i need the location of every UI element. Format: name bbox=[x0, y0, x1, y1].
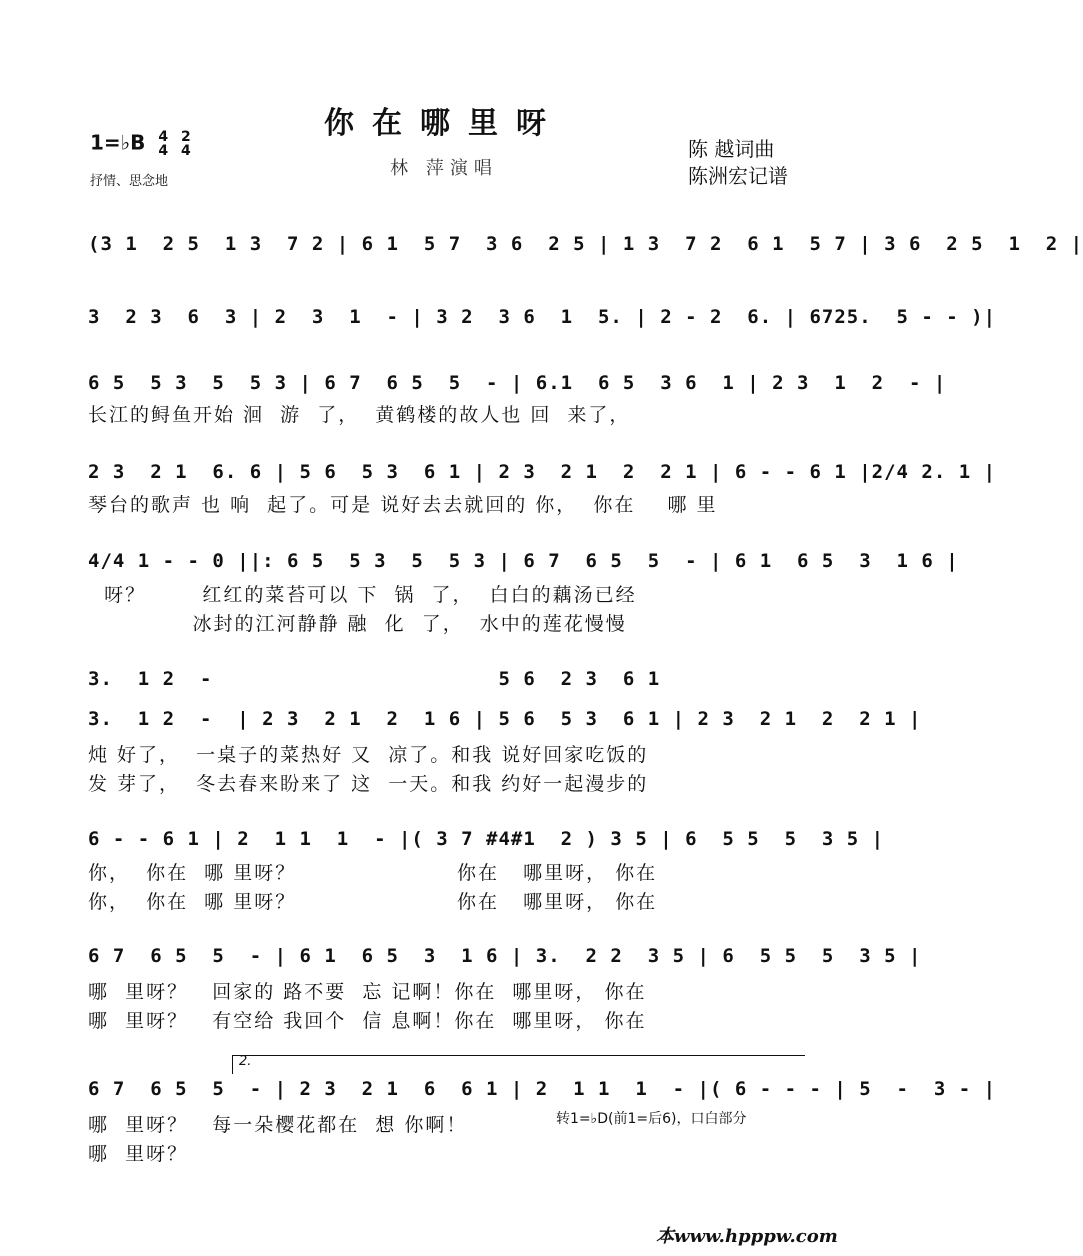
notation-line-1: (3 1 2 5 1 3 7 2 | 6 1 5 7 3 6 2 5 | 1 3 7 2 6 1 5 7 | 3 6 2 5 1 2 | bbox=[88, 233, 1083, 255]
notation-line-5: 4/4 1 - - 0 ||: 6 5 5 3 5 5 3 | 6 7 6 5 5 - | 6 1 6 5 3 1 6 | bbox=[88, 550, 959, 572]
lyrics-line-6b: 发 芽了， 冬去春来盼来了 这 一天。和我 约好一起漫步的 bbox=[88, 773, 649, 795]
notation-line-8: 6 7 6 5 5 - | 6 1 6 5 3 1 6 | 3. 2 2 3 5 | 6 5 5 5 3 5 | bbox=[88, 945, 922, 967]
transpose-note: 转1=♭D(前1=后6)，口白部分 bbox=[556, 1111, 747, 1127]
time-signature-1: 4 4 bbox=[158, 129, 169, 159]
notation-line-6: 3. 1 2 - | 2 3 2 1 2 1 6 | 5 6 5 3 6 1 | 2 3 2 1 2 2 1 | bbox=[88, 708, 922, 730]
lyrics-line-7a: 你， 你在 哪 里呀？ 你在 哪里呀， 你在 bbox=[88, 862, 658, 884]
key-signature bbox=[90, 130, 191, 158]
lyrics-line-8a: 哪 里呀？ 回家的 路不要 忘 记啊！你在 哪里呀， 你在 bbox=[88, 981, 647, 1003]
lyrics-line-7b: 你， 你在 哪 里呀？ 你在 哪里呀， 你在 bbox=[88, 891, 658, 913]
notation-line-2: 3 2 3 6 3 | 2 3 1 - | 3 2 3 6 1 5. | 2 - 2 6. | 6725. 5 - - )| bbox=[88, 306, 997, 328]
notation-line-4: 2 3 2 1 6. 6 | 5 6 5 3 6 1 | 2 3 2 1 2 2 1 | 6 - - 6 1 |2/4 2. 1 | bbox=[88, 461, 997, 483]
composer-credit: 陈 越词曲 bbox=[688, 137, 775, 161]
lyrics-line-4: 琴台的歌声 也 响 起了。可是 说好去去就回的 你， 你在 哪 里 bbox=[88, 494, 718, 516]
key-label: 1=♭B bbox=[90, 130, 146, 155]
lyrics-line-3: 长江的鲟鱼开始 洄 游 了， 黄鹤楼的故人也 回 来了， bbox=[88, 404, 631, 426]
time-signature-2: 2 4 bbox=[181, 129, 191, 159]
mood-marking: 抒情、思念地 bbox=[90, 174, 169, 189]
notation-upper-line-6: 3. 1 2 - 5 6 2 3 6 1 bbox=[88, 668, 661, 690]
volta-label: 2. bbox=[239, 1054, 252, 1069]
lyrics-line-8b: 哪 里呀？ 有空给 我回个 信 息啊！你在 哪里呀， 你在 bbox=[88, 1010, 647, 1032]
lyrics-line-6a: 炖 好了， 一桌子的菜热好 又 凉了。和我 说好回家吃饭的 bbox=[88, 744, 649, 766]
lyrics-line-5a: 呀？ 红红的菜苔可以 下 锅 了， 白白的藕汤已经 bbox=[88, 584, 637, 606]
singer: 林 萍演唱 bbox=[390, 158, 498, 179]
watermark: 本www.hpppw.com bbox=[656, 1226, 838, 1247]
notation-line-9: 6 7 6 5 5 - | 2 3 2 1 6 6 1 | 2 1 1 1 - |( 6 - - - | 5 - 3 - | bbox=[88, 1078, 997, 1100]
notation-line-3: 6 5 5 3 5 5 3 | 6 7 6 5 5 - | 6.1 6 5 3 6 1 | 2 3 1 2 - | bbox=[88, 372, 947, 394]
volta-bracket bbox=[232, 1055, 805, 1074]
transcriber-credit: 陈洲宏记谱 bbox=[688, 164, 788, 188]
page-title: 你在哪里呀 bbox=[324, 106, 564, 141]
lyrics-line-5b: 冰封的江河静静 融 化 了， 水中的莲花慢慢 bbox=[88, 613, 627, 635]
notation-line-7: 6 - - 6 1 | 2 1 1 1 - |( 3 7 #4#1 2 ) 3 5 | 6 5 5 5 3 5 | bbox=[88, 828, 885, 850]
lyrics-line-9b: 哪 里呀？ bbox=[88, 1143, 189, 1165]
lyrics-line-9a: 哪 里呀？ 每一朵樱花都在 想 你啊！ bbox=[88, 1114, 468, 1136]
